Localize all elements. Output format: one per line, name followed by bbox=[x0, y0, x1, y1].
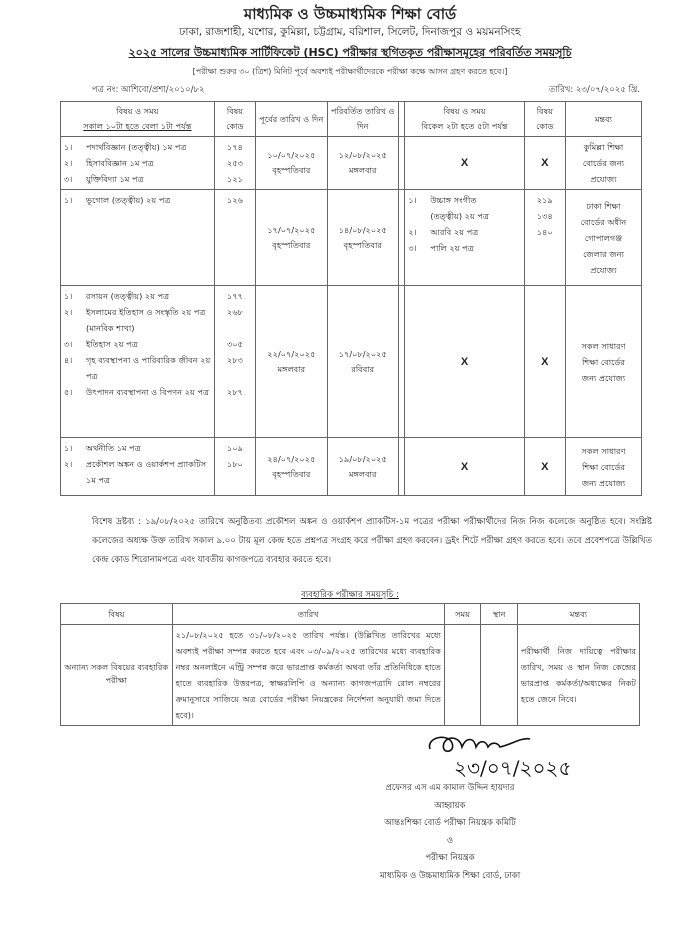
subject-name: উৎপাদন ব্যবস্থাপনা ও বিপণন ২য় পত্র bbox=[86, 387, 210, 397]
header-code2: বিষয় কোড bbox=[524, 102, 565, 137]
item-number: ১। bbox=[64, 142, 73, 152]
header-afternoon-time: বিকেল ২টা হতে ৫টা পর্যন্ত bbox=[421, 121, 508, 131]
header-morning-time: সকাল ১০টা হতে বেলা ১টা পর্যন্ত bbox=[83, 121, 192, 131]
old-date: ২২/০৭/২০২৫ bbox=[267, 348, 316, 359]
afternoon-code-none-mark: X bbox=[524, 438, 565, 496]
header-new-date: পরিবর্তিত তারিখ ও দিন bbox=[327, 102, 398, 137]
morning-subject-item bbox=[64, 440, 211, 456]
remarks-cell bbox=[566, 438, 642, 496]
old-day: মঙ্গলবার bbox=[277, 363, 306, 374]
remarks-cell bbox=[566, 286, 642, 438]
old-day: বৃহস্পতিবার bbox=[272, 165, 311, 175]
subject-code: ২৫৩ bbox=[227, 158, 243, 168]
afternoon-subject-item bbox=[408, 208, 520, 224]
subject-name: গৃহ ব্যবস্থাপনা ও পারিবারিক জীবন ২য় পত্র bbox=[86, 355, 211, 381]
remarks-line: ঢাকা শিক্ষা bbox=[586, 200, 621, 211]
practical-subject: অন্যান্য সকল বিষয়ের ব্যবহারিক পরীক্ষা bbox=[61, 625, 173, 726]
schedule-header-row bbox=[61, 102, 642, 137]
item-number: ১। bbox=[64, 443, 73, 453]
morning-subjects bbox=[61, 286, 215, 438]
item-number: ২। bbox=[64, 307, 73, 317]
new-date: ১৯/০৮/২০২৫ bbox=[338, 453, 387, 464]
subject-code: ১০৯ bbox=[227, 443, 243, 453]
practical-date: ২১/০৮/২০২৫ হতে ৩১/০৮/২০২৫ তারিখ পর্যন্ত। (উল্লিখিত তারিখের মধ্যে অবশ্যই পরীক্ষা সম্পন্ন করতে হবে এবং ০৩/০৯/২০২৫ তারিখের মধ্যে ব্যবহারিক নম্বর অনলাইনে এন্ট্রি সম্পন্ন করে ভারপ্রাপ্ত কর্মকর্তা অথবা তাঁর প্রতিনিধিকে হাতে হাতে ব্যবহারিক উত্তরপত্র, স্বাক্ষরলিপি ও অন্যান্য কাগজপত্রাদি রোল নম্বরের ক্রমানুসারে সাজিয়ে অত্র বোর্ডের পরীক্ষা নিয়ন্ত্রকের নির্দেশনা অনুযায়ী জমা দিতে হবে)। bbox=[172, 625, 444, 726]
subject-code: ২৮৭ bbox=[227, 387, 243, 397]
memo-number: পত্র নং: আশিবো/প্রশা/২০১০/৮২ bbox=[92, 85, 205, 95]
subject-code: ৩০৫ bbox=[227, 339, 243, 349]
practical-header-time: সময় bbox=[444, 604, 481, 625]
subject-name: রসায়ন (তত্ত্বীয়) ২য় পত্র bbox=[86, 291, 170, 301]
header-code: বিষয় কোড bbox=[214, 102, 255, 137]
morning-subject-item bbox=[64, 171, 211, 187]
schedule-row bbox=[61, 137, 642, 190]
old-date-cell bbox=[256, 286, 327, 438]
subject-code: ২৬৮ bbox=[227, 307, 243, 317]
new-day: রবিবার bbox=[351, 363, 375, 374]
header-afternoon-subject bbox=[405, 102, 524, 137]
remarks-line: জেলার জন্য bbox=[583, 248, 624, 259]
item-number: ৫। bbox=[64, 387, 73, 397]
schedule-row bbox=[61, 438, 642, 496]
subject-code: ১৭৪ bbox=[227, 142, 243, 152]
item-number: ২। bbox=[64, 459, 73, 469]
afternoon-none-mark: X bbox=[405, 438, 524, 496]
new-date-cell bbox=[327, 190, 398, 286]
afternoon-subjects bbox=[405, 190, 524, 286]
practical-row bbox=[61, 625, 640, 726]
header-morning-subject-label: বিষয় ও সময় bbox=[116, 106, 159, 116]
afternoon-none-mark: X bbox=[405, 137, 524, 190]
signatory-org: মাধ্যমিক ও উচ্চমাধ্যমিক শিক্ষা বোর্ড, ঢাকা bbox=[379, 870, 521, 881]
schedule-body bbox=[61, 137, 642, 496]
remarks-line: জন্য প্রযোজ্য bbox=[581, 477, 626, 488]
afternoon-code-none-mark: X bbox=[524, 286, 565, 438]
morning-subject-item bbox=[64, 304, 211, 336]
morning-subjects bbox=[61, 438, 215, 496]
subject-name: (তত্ত্বীয়) ২য় পত্র bbox=[430, 211, 489, 221]
board-name: মাধ্যমিক ও উচ্চমাধ্যমিক শিক্ষা বোর্ড bbox=[243, 5, 457, 23]
signatory-role-3: পরীক্ষা নিয়ন্ত্রক bbox=[425, 853, 475, 863]
remarks-line: প্রযোজ্য bbox=[590, 174, 617, 184]
instruction: [পরীক্ষা শুরুর ৩০ (ত্রিশ) মিনিট পূর্বে অবশ্যই পরীক্ষার্থীদেরকে পরীক্ষা কক্ষে আসন গ্রহণ করতে হবে।] bbox=[192, 67, 508, 76]
practical-header-row bbox=[61, 604, 640, 625]
subject-code: ১৭৭ bbox=[227, 291, 243, 301]
subject-name: পালি ২য় পত্র bbox=[430, 243, 474, 253]
subject-code: ১৪০ bbox=[536, 227, 553, 237]
practical-remarks: পরীক্ষার্থী নিজ দায়িত্বে পরীক্ষার তারিখ, সময় ও স্থান নিজ কেন্দ্রের ভারপ্রাপ্ত কর্মকর্তা/অধ্যক্ষের নিকট হতে জেনে নিবে। bbox=[517, 625, 639, 726]
old-date: ১০/০৭/২০২৫ bbox=[267, 150, 316, 160]
subject-code: ২৮৩ bbox=[227, 355, 243, 365]
signature-mark bbox=[418, 727, 618, 782]
subject-name: আরবি ২য় পত্র bbox=[430, 227, 479, 237]
old-date-cell bbox=[256, 137, 327, 190]
item-number: ১। bbox=[64, 195, 73, 205]
remarks-line: কুমিল্লা শিক্ষা bbox=[583, 142, 624, 152]
practical-time bbox=[444, 625, 481, 726]
header-old-date: পূর্বের তারিখ ও দিন bbox=[256, 102, 327, 137]
notice-title bbox=[0, 44, 700, 63]
subject-name: উচ্চাঙ্গ সংগীত bbox=[430, 195, 477, 205]
notice-date: তারিখ: ২৩/০৭/২০২৫ খ্রি. bbox=[548, 85, 640, 95]
signatory-role-1: আহ্বায়ক bbox=[434, 800, 466, 811]
item-number: ১। bbox=[64, 291, 73, 301]
old-date: ১৭/০৭/২০২৫ bbox=[267, 224, 316, 235]
remarks-line: সকল সাধারণ bbox=[581, 340, 626, 351]
morning-subject-item bbox=[64, 352, 211, 384]
subject-code: ১২৬ bbox=[227, 195, 243, 205]
morning-codes bbox=[214, 286, 255, 438]
remarks-cell bbox=[566, 190, 642, 286]
morning-subject-item bbox=[64, 192, 211, 208]
item-number: ২। bbox=[64, 158, 73, 168]
subject-name: অর্থনীতি ১ম পত্র bbox=[86, 443, 141, 453]
remarks-line: শিক্ষা বোর্ডের bbox=[582, 356, 625, 367]
remarks-cell bbox=[566, 137, 642, 190]
afternoon-subject-item bbox=[408, 240, 520, 256]
afternoon-subject-item bbox=[408, 192, 520, 208]
subject-name: পদার্থবিজ্ঞান (তত্ত্বীয়) ১ম পত্র bbox=[86, 142, 187, 152]
morning-subjects bbox=[61, 190, 215, 286]
morning-subject-item bbox=[64, 336, 211, 352]
item-number: ১। bbox=[408, 195, 417, 205]
practical-table bbox=[60, 603, 640, 726]
remarks-line: শিক্ষা বোর্ডের bbox=[582, 461, 625, 472]
header-remarks: মন্তব্য bbox=[566, 102, 642, 137]
practical-title-text: ব্যবহারিক পরীক্ষার সময়সূচি : bbox=[301, 590, 399, 600]
subject-name: যুক্তিবিদ্যা ১ম পত্র bbox=[86, 174, 144, 184]
remarks-line: বোর্ডের অধীন bbox=[580, 216, 627, 227]
signatory-and: ও bbox=[446, 835, 454, 846]
subject-name: ইসলামের ইতিহাস ও সংস্কৃতি ২য় পত্র (মানবিক শাখা) bbox=[86, 307, 206, 333]
old-date-cell bbox=[256, 438, 327, 496]
practical-header-date: তারিখ bbox=[172, 604, 444, 625]
morning-codes bbox=[214, 438, 255, 496]
morning-codes bbox=[214, 190, 255, 286]
item-number: ৩। bbox=[408, 243, 417, 253]
schedule-table bbox=[60, 101, 642, 496]
morning-subject-item bbox=[64, 139, 211, 155]
practical-header-place: স্থান bbox=[481, 604, 518, 625]
afternoon-subject-item bbox=[408, 224, 520, 240]
item-number: ২। bbox=[408, 227, 417, 237]
practical-header-remarks: মন্তব্য bbox=[517, 604, 639, 625]
practical-title bbox=[0, 588, 700, 602]
morning-subject-item bbox=[64, 155, 211, 171]
new-day: মঙ্গলবার bbox=[349, 468, 377, 479]
subject-name: ভূগোল (তত্ত্বীয়) ২য় পত্র bbox=[86, 195, 171, 205]
item-number: ৪। bbox=[64, 355, 73, 365]
schedule-row bbox=[61, 286, 642, 438]
new-day: মঙ্গলবার bbox=[349, 165, 377, 175]
remarks-line: গোপালগঞ্জ bbox=[584, 232, 623, 243]
remarks-line: জন্য প্রযোজ্য bbox=[581, 372, 626, 383]
subject-name: প্রকৌশল অঙ্কন ও ওয়ার্কশপ প্র্যাকটিস ১ম পত্র bbox=[86, 459, 207, 485]
morning-codes bbox=[214, 137, 255, 190]
afternoon-codes bbox=[524, 190, 565, 286]
subject-code bbox=[528, 240, 562, 256]
new-date-cell bbox=[327, 438, 398, 496]
morning-subject-item bbox=[64, 456, 211, 488]
subject-code: ২১৯ bbox=[536, 195, 553, 205]
remarks-line: সকল সাধারণ bbox=[581, 445, 626, 456]
old-date: ২৪/০৭/২০২৫ bbox=[267, 453, 316, 464]
new-day: বৃহস্পতিবার bbox=[343, 239, 382, 250]
remarks-line: বোর্ডের জন্য bbox=[582, 158, 625, 168]
new-date: ১৭/০৮/২০২৫ bbox=[338, 348, 387, 359]
special-note: বিশেষ দ্রষ্টব্য : ১৯/০৮/২০২৫ তারিখে অনুষ্ঠিতব্য প্রকৌশল অঙ্কন ও ওয়ার্কশপ প্র্যাকটিস-১ম পত্রের পরীক্ষা পরীক্ষার্থীদের নিজ নিজ কলেজে অনুষ্ঠিত হবে। সংশ্লিষ্ট কলেজের অধ্যক্ষ উক্ত তারিখ সকাল ৯.০০ টায় মূল কেন্দ্র হতে প্রশ্নপত্র সংগ্রহ করে পরীক্ষা গ্রহণ করবেন। ড্রইং শিটে পরীক্ষা গ্রহণ করতে হবে। তবে প্রবেশপত্রে উল্লিখিত কেন্দ্র কোড শিরোনামপত্রে এবং যাবতীয় কাগজপত্রে ব্যবহার করতে হবে। bbox=[92, 517, 652, 565]
afternoon-none-mark: X bbox=[405, 286, 524, 438]
old-day: বৃহস্পতিবার bbox=[272, 468, 311, 479]
signatory-name: প্রফেসর এস এম কামাল উদ্দিন হায়দার bbox=[385, 783, 515, 793]
old-day: বৃহস্পতিবার bbox=[272, 239, 311, 250]
old-date-cell bbox=[256, 190, 327, 286]
signatory-role-2: আন্তঃশিক্ষা বোর্ড পরীক্ষা নিয়ন্ত্রক কমিটি bbox=[384, 818, 516, 828]
item-number: ৩। bbox=[64, 174, 73, 184]
board-cities: ঢাকা, রাজশাহী, যশোর, কুমিল্লা, চট্টগ্রাম, বরিশাল, সিলেট, দিনাজপুর ও ময়মনসিংহ bbox=[179, 26, 521, 38]
new-date: ১৪/০৮/২০২৫ bbox=[338, 224, 387, 235]
subject-name: হিসাববিজ্ঞান ১ম পত্র bbox=[86, 158, 154, 168]
signature-block bbox=[0, 780, 700, 885]
signature-date: ২৩/০৭/২০২৫ bbox=[454, 756, 572, 780]
header-morning-subject bbox=[61, 102, 215, 137]
new-date: ১২/০৮/২০২৫ bbox=[338, 150, 387, 160]
subject-code: ১৮০ bbox=[227, 459, 243, 469]
new-date-cell bbox=[327, 137, 398, 190]
new-date-cell bbox=[327, 286, 398, 438]
header-afternoon-subject-label: বিষয় ও সময় bbox=[443, 106, 486, 116]
afternoon-code-none-mark: X bbox=[524, 137, 565, 190]
morning-subject-item bbox=[64, 384, 211, 400]
item-number bbox=[408, 208, 430, 224]
subject-code: ১৩৪ bbox=[536, 211, 553, 221]
morning-subject-item bbox=[64, 288, 211, 304]
item-number: ৩। bbox=[64, 339, 73, 349]
morning-subjects bbox=[61, 137, 215, 190]
subject-name: ইতিহাস ২য় পত্র bbox=[86, 339, 138, 349]
subject-code: ১২১ bbox=[227, 174, 243, 184]
remarks-line: প্রযোজ্য bbox=[590, 264, 617, 275]
practical-place bbox=[481, 625, 518, 726]
notice-title-text: ২০২৫ সালের উচ্চমাধ্যমিক সার্টিফিকেট (HSC) পরীক্ষার স্থগিতকৃত পরীক্ষাসমূহের পরিবর্তিত সময়সূচি bbox=[128, 46, 572, 59]
practical-header-subject: বিষয় bbox=[61, 604, 173, 625]
schedule-row bbox=[61, 190, 642, 286]
